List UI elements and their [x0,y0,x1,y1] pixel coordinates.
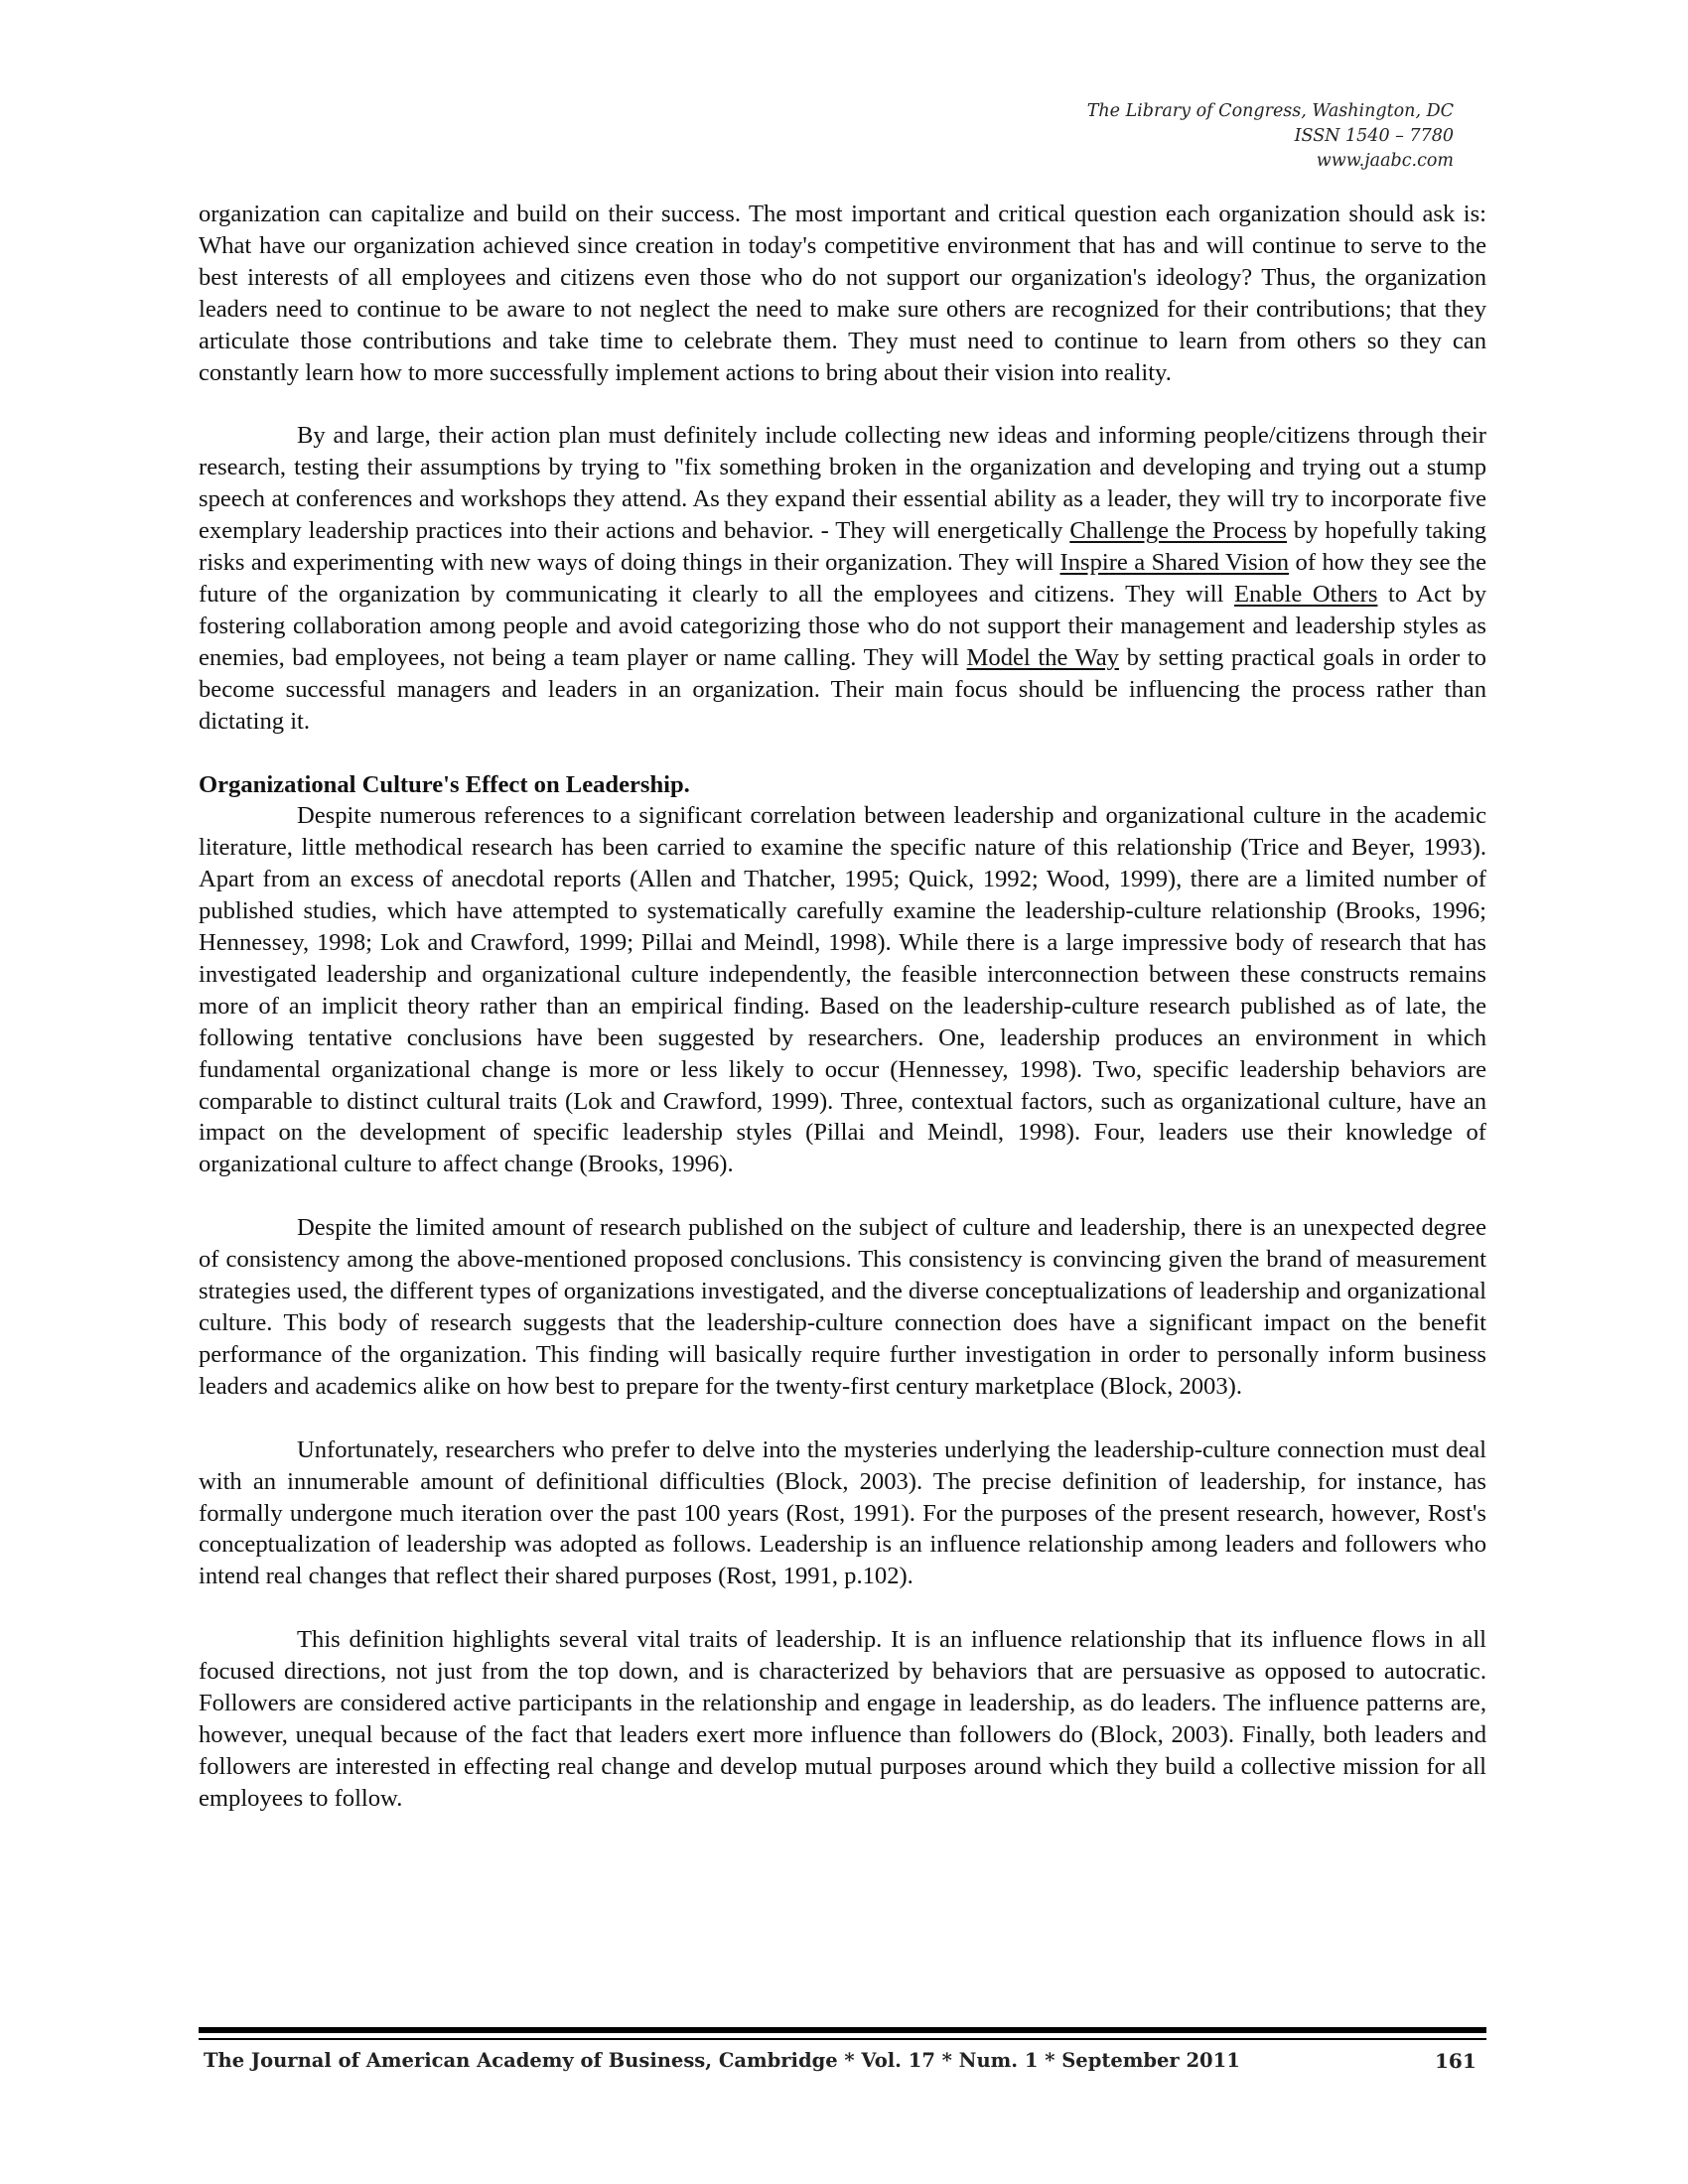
underlined-enable-others: Enable Others [1234,580,1378,608]
footer-rule-thin [199,2038,1486,2040]
running-header [1087,99,1454,174]
paragraph-2-text-3: of how they see the future of the organization by communicating it clearly to all the employees and citizens. They will [199,549,1487,608]
header-publisher: The Library of Congress, Washington, DC [1086,101,1454,121]
body-text [199,199,1486,1815]
footer-journal-citation: The Journal of American Academy of Business, Cambridge * Vol. 17 * Num. 1 * September 2011 [204,2049,1240,2072]
underlined-model-the-way: Model the Way [966,643,1119,671]
page-number: 161 [1435,2049,1477,2073]
paragraph-1: organization can capitalize and build on their success. The most important and critical question each organization should ask is: What have our organization achieved since creation in today's competitive environment that has and will continue to serve to the best interests of all employees and citizens even those who do not support our organization's ideology? Thus, the organization leaders need to continue to be aware to not neglect the need to make sure others are recognized for their contributions; that they articulate those contributions and take time to celebrate them. They must need to continue to learn from others so they can constantly learn how to more successfully implement actions to bring about their vision into reality. [199,201,1486,386]
paragraph-2-text-2: by hopefully taking risks and experimenting with new ways of doing things in their organization. They will [199,517,1486,577]
paragraph-2 [199,420,1486,737]
header-issn: ISSN 1540 – 7780 [1294,126,1454,146]
paragraph-2-text-1: By and large, their action plan must definitely include collecting new ideas and informing people/citizens through their research, testing their assumptions by trying to "fix something broken in the organization and developing and trying out a stump speech at conferences and workshops they attend. As they expand their essential ability as a leader, they will try to incorporate five exemplary leadership practices into their actions and behavior. - They will energetically [199,422,1486,545]
paragraph-3: Despite numerous references to a significant correlation between leadership and organizational culture in the academic literature, little methodical research has been carried to examine the specific nature of this relationship (Trice and Beyer, 1993). Apart from an excess of anecdotal reports (Allen and Thatcher, 1995; Quick, 1992; Wood, 1999), there are a limited number of published studies, which have attempted to systematically carefully examine the leadership-culture relationship (Brooks, 1996; Hennessey, 1998; Lok and Crawford, 1999; Pillai and Meindl, 1998). While there is a large impressive body of research that has investigated leadership and organizational culture independently, the feasible interconnection between these constructs remains more of an implicit theory rather than an empirical finding. Based on the leadership-culture research published as of late, the following tentative conclusions have been suggested by researchers. One, leadership produces an environment in which fundamental organizational change is more or less likely to occur (Hennessey, 1998). Two, specific leadership behaviors are comparable to distinct cultural traits (Lok and Crawford, 1999). Three, contextual factors, such as organizational culture, have an impact on the development of specific leadership styles (Pillai and Meindl, 1998). Four, leaders use their knowledge of organizational culture to affect change (Brooks, 1996). [199,802,1486,1178]
header-website: www.jaabc.com [1316,151,1454,171]
paragraph-2-text-5: by setting practical goals in order to become successful managers and leaders in an organization. Their main focus should be influencing the process rather than dictating it. [199,643,1486,735]
underlined-challenge-the-process: Challenge the Process [1069,517,1287,545]
paragraph-2-text-4: to Act by fostering collaboration among people and avoid categorizing those who do not support their management and leadership styles as enemies, bad employees, not being a team player or name calling. They will [199,580,1486,671]
section-heading: Organizational Culture's Effect on Leadership. [199,770,690,798]
paragraph-5: Unfortunately, researchers who prefer to delve into the mysteries underlying the leadership-culture connection must deal with an innumerable amount of definitional difficulties (Block, 2003). The precise definition of leadership, for instance, has formally undergone much iteration over the past 100 years (Rost, 1991). For the purposes of the present research, however, Rost's conceptualization of leadership was adopted as follows. Leadership is an influence relationship among leaders and followers who intend real changes that reflect their shared purposes (Rost, 1991, p.102). [199,1435,1486,1590]
footer-rule-thick [199,2027,1486,2033]
paragraph-6: This definition highlights several vital traits of leadership. It is an influence relationship that its influence flows in all focused directions, not just from the top down, and is characterized by behaviors that are persuasive as opposed to autocratic. Followers are considered active participants in the relationship and engage in leadership, as do leaders. The influence patterns are, however, unequal because of the fact that leaders exert more influence than followers do (Block, 2003). Finally, both leaders and followers are interested in effecting real change and develop mutual purposes around which they build a collective mission for all employees to follow. [199,1626,1486,1812]
underlined-inspire-a-shared-vision: Inspire a Shared Vision [1059,549,1290,577]
paragraph-4: Despite the limited amount of research published on the subject of culture and leadership, there is an unexpected degree of consistency among the above-mentioned proposed conclusions. This consistency is convincing given the brand of measurement strategies used, the different types of organizations investigated, and the diverse conceptualizations of leadership and organizational culture. This body of research suggests that the leadership-culture connection does have a significant impact on the benefit performance of the organization. This finding will basically require further investigation in order to personally inform business leaders and academics alike on how best to prepare for the twenty-first century marketplace (Block, 2003). [199,1214,1486,1400]
